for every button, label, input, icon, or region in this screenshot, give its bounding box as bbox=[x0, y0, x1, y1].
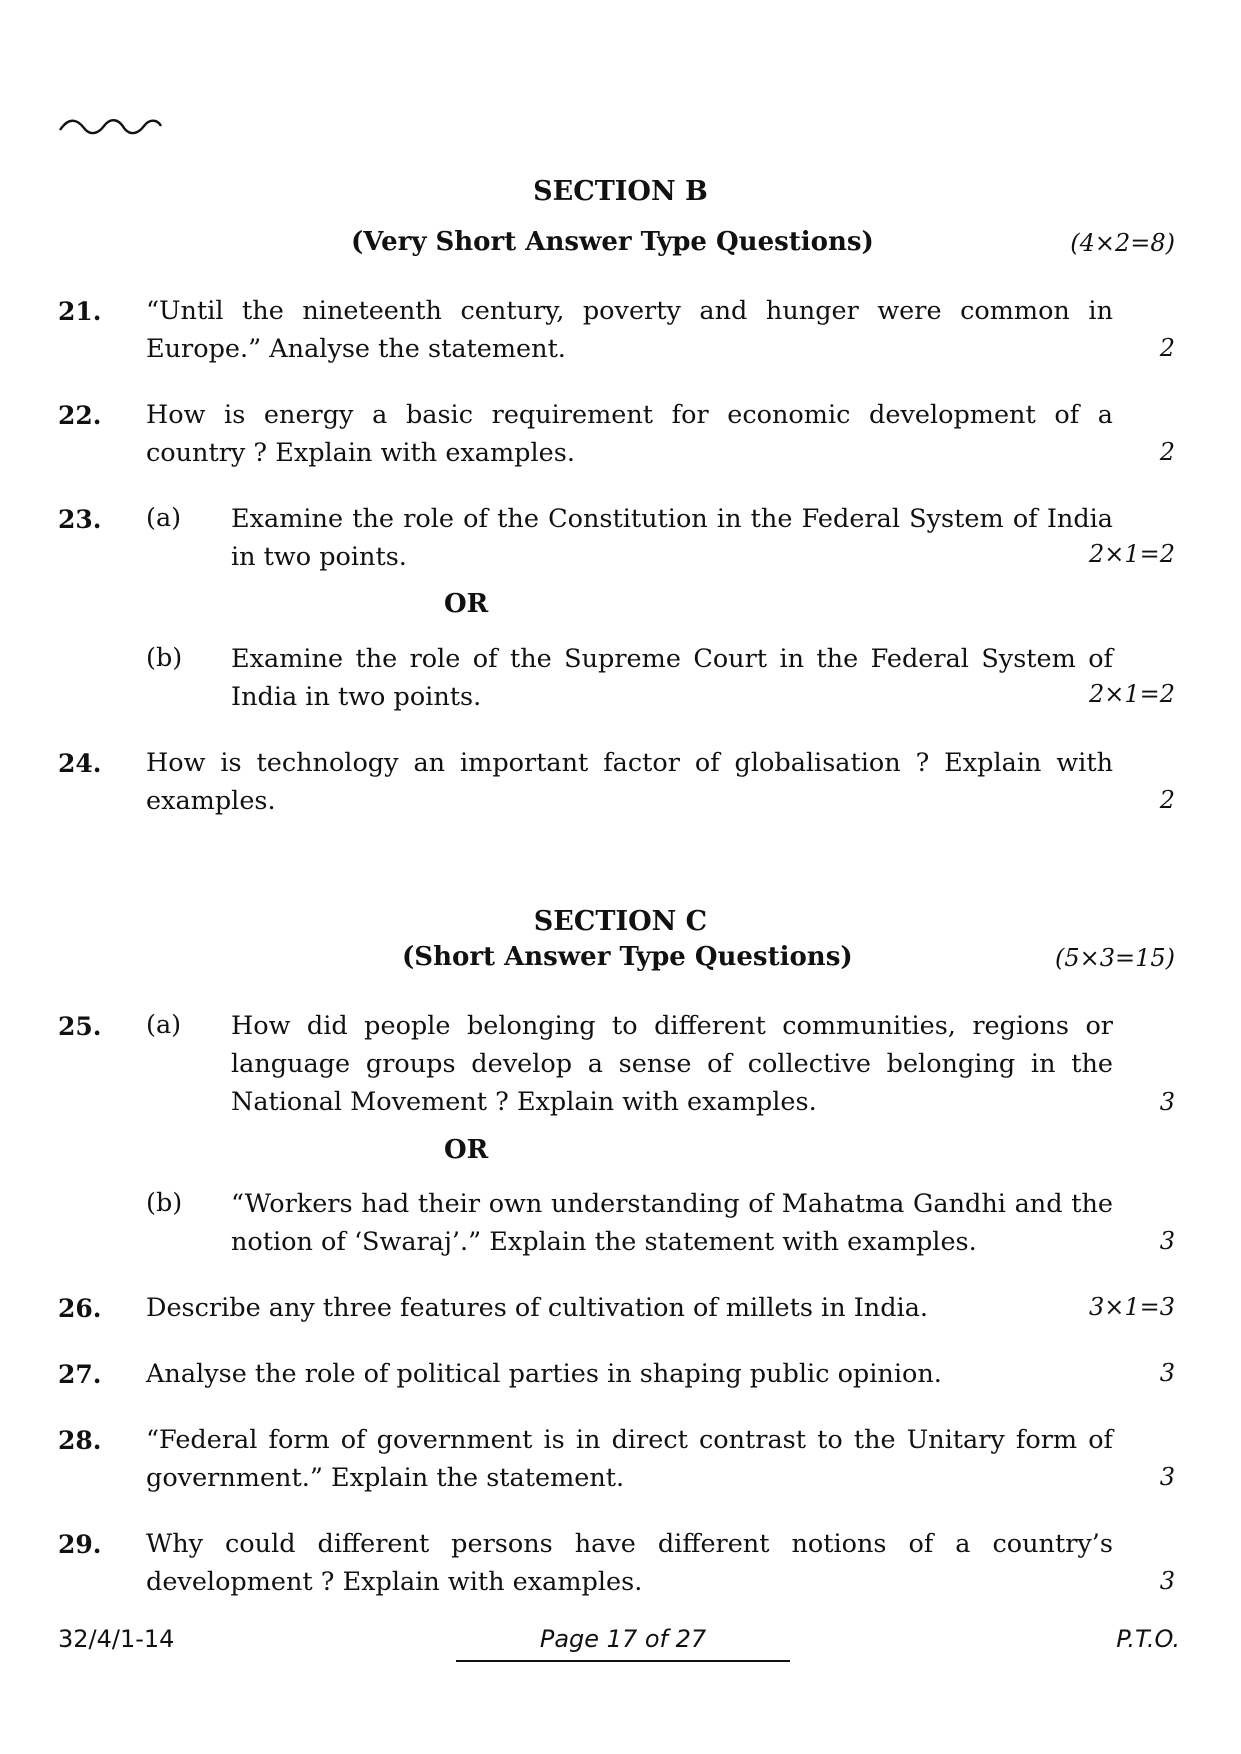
question-text: “Federal form of government is in direct contrast to the Unitary form of government.” Explain the statement. bbox=[146, 1425, 1113, 1493]
option-label: (a) bbox=[146, 503, 182, 533]
question-marks: 2 bbox=[1159, 786, 1175, 814]
option-text: “Workers had their own understanding of Mahatma Gandhi and the notion of ‘Swaraj’.” Explain the statement with examples. bbox=[231, 1189, 1113, 1257]
option-text: Examine the role of the Supreme Court in the Federal System of India in two points. bbox=[231, 644, 1113, 712]
question-number: 28. bbox=[58, 1426, 102, 1455]
question-text: “Until the nineteenth century, poverty and hunger were common in Europe.” Analyse the statement. bbox=[146, 296, 1113, 364]
question-marks: 3 bbox=[1159, 1463, 1175, 1491]
or-separator: OR bbox=[444, 589, 489, 619]
question-text: How is technology an important factor of globalisation ? Explain with examples. bbox=[146, 748, 1113, 816]
option-marks: 2×1=2 bbox=[1088, 680, 1175, 708]
option-marks: 2×1=2 bbox=[1088, 540, 1175, 568]
section-b-title: SECTION B bbox=[533, 176, 708, 207]
wave-mark-icon bbox=[58, 112, 163, 140]
option-label: (b) bbox=[146, 643, 183, 673]
pto-label: P.T.O. bbox=[1116, 1625, 1180, 1653]
option-label: (a) bbox=[146, 1010, 182, 1040]
page-number: Page 17 of 27 bbox=[539, 1625, 707, 1653]
question-number: 26. bbox=[58, 1294, 102, 1323]
question-number: 23. bbox=[58, 505, 102, 534]
question-number: 25. bbox=[58, 1012, 102, 1041]
option-marks: 3 bbox=[1159, 1088, 1175, 1116]
question-marks: 2 bbox=[1159, 334, 1175, 362]
section-c-marks: (5×3=15) bbox=[1054, 944, 1175, 972]
section-b-subtitle: (Very Short Answer Type Questions) bbox=[351, 227, 874, 257]
option-text: How did people belonging to different communities, regions or language groups develop a sense of collective belonging in the National Movement ? Explain with examples. bbox=[231, 1011, 1113, 1117]
question-marks: 3 bbox=[1159, 1359, 1175, 1387]
section-c-title: SECTION C bbox=[533, 906, 708, 937]
question-text: How is energy a basic requirement for economic development of a country ? Explain with examples. bbox=[146, 400, 1113, 468]
page-number-underline bbox=[456, 1660, 790, 1662]
option-text: Examine the role of the Constitution in the Federal System of India in two points. bbox=[231, 504, 1113, 572]
option-label: (b) bbox=[146, 1188, 183, 1218]
question-marks: 2 bbox=[1159, 438, 1175, 466]
question-number: 29. bbox=[58, 1530, 102, 1559]
question-number: 27. bbox=[58, 1360, 102, 1389]
question-number: 21. bbox=[58, 297, 102, 326]
question-marks: 3 bbox=[1159, 1567, 1175, 1595]
or-separator: OR bbox=[444, 1135, 489, 1165]
question-text: Analyse the role of political parties in shaping public opinion. bbox=[146, 1359, 942, 1389]
question-number: 22. bbox=[58, 401, 102, 430]
question-text: Why could different persons have different notions of a country’s development ? Explain with examples. bbox=[146, 1529, 1113, 1597]
option-marks: 3 bbox=[1159, 1227, 1175, 1255]
question-marks: 3×1=3 bbox=[1088, 1293, 1175, 1321]
question-number: 24. bbox=[58, 749, 102, 778]
section-c-subtitle: (Short Answer Type Questions) bbox=[402, 942, 853, 972]
question-text: Describe any three features of cultivation of millets in India. bbox=[146, 1293, 929, 1323]
paper-code: 32/4/1-14 bbox=[58, 1625, 175, 1653]
section-b-marks: (4×2=8) bbox=[1070, 229, 1175, 257]
